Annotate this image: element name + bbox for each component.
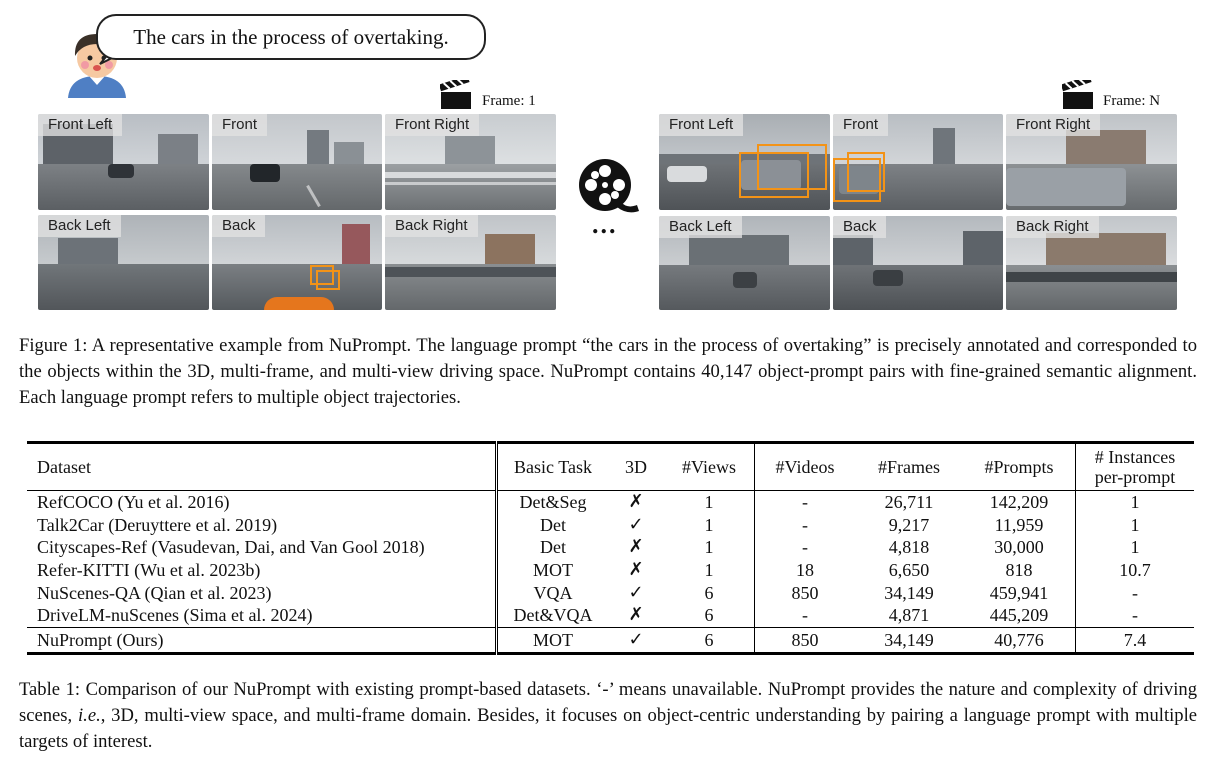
view-label: Front Left: [659, 114, 743, 136]
cell-3d: ✓: [608, 627, 664, 653]
comparison-table: [27, 441, 1194, 655]
view-label: Back: [833, 216, 886, 238]
cell-instances: -: [1132, 582, 1138, 603]
col-header-videos: #Videos: [755, 443, 856, 491]
cell-instances: 1: [1130, 537, 1140, 558]
cell-frames: 9,217: [888, 514, 930, 535]
cell-basic-task: MOT: [497, 627, 609, 653]
cell-views: 6: [664, 627, 755, 653]
cell-dataset: RefCOCO (Yu et al. 2016): [27, 491, 497, 514]
col-header-instances-line2: per-prompt: [1094, 467, 1176, 487]
cell-videos: -: [802, 537, 808, 558]
table-caption-ie: i.e.: [78, 705, 101, 726]
cell-dataset: Refer-KITTI (Wu et al. 2023b): [27, 559, 497, 582]
cell-3d: ✗: [628, 536, 644, 558]
view-label: Front: [833, 114, 888, 136]
cell-views: 6: [664, 604, 755, 627]
table-row: [27, 514, 1194, 537]
cell-frames: 4,871: [888, 605, 930, 626]
col-header-3d: 3D: [608, 443, 664, 491]
cell-prompts: 445,209: [963, 604, 1076, 627]
figure-caption: Figure 1: A representative example from NuPrompt. The language prompt “the cars in the process of overtaking” is precisely annotated and corresponded to the objects within the 3D, multi-frame, and multi-view driving space. NuPrompt contains 40,147 object-prompt pairs with fine-grained semantic alignment. Each language prompt refers to multiple object trajectories.: [19, 335, 1197, 408]
view-label: Back Left: [659, 216, 742, 238]
cell-3d: ✗: [628, 559, 644, 581]
view-label: Back Left: [38, 215, 121, 237]
camera-view-back-left: [659, 216, 830, 310]
view-label: Back Right: [385, 215, 478, 237]
clapperboard-icon: [440, 80, 472, 110]
cell-instances: -: [1132, 605, 1138, 626]
camera-view-back-left: [38, 215, 209, 310]
camera-view-front-left: [659, 114, 830, 210]
camera-view-back: [212, 215, 382, 310]
view-label: Front Right: [1006, 114, 1100, 136]
col-header-instances-line1: # Instances: [1094, 447, 1176, 467]
cell-dataset: DriveLM-nuScenes (Sima et al. 2024): [27, 604, 497, 627]
table-row: [27, 581, 1194, 604]
cell-3d: ✗: [628, 604, 644, 626]
clapperboard-icon: [1062, 80, 1094, 110]
cell-prompts: 40,776: [963, 627, 1076, 653]
cell-prompts: 142,209: [963, 491, 1076, 514]
col-header-frames: #Frames: [855, 443, 963, 491]
cell-basic-task: Det: [540, 537, 566, 558]
cell-dataset: Talk2Car (Deruyttere et al. 2019): [27, 514, 497, 537]
cell-instances: 1: [1130, 492, 1140, 513]
cell-videos: 850: [791, 582, 819, 603]
cell-basic-task: Det&VQA: [513, 605, 593, 626]
col-header-instances: [1076, 443, 1195, 491]
cell-frames: 34,149: [884, 582, 934, 603]
col-header-basic-task: Basic Task: [497, 443, 609, 491]
cell-prompts: 30,000: [963, 536, 1076, 559]
cell-dataset: Cityscapes-Ref (Vasudevan, Dai, and Van Gool 2018): [27, 536, 497, 559]
cell-dataset: NuPrompt (Ours): [27, 627, 497, 653]
table-row: [27, 559, 1194, 582]
cell-views: 1: [664, 491, 755, 514]
table-header-row: [27, 443, 1194, 491]
camera-view-front: [212, 114, 382, 210]
cell-basic-task: Det&Seg: [519, 492, 587, 513]
cell-frames: 6,650: [888, 560, 930, 581]
col-header-dataset: Dataset: [27, 443, 497, 491]
cell-3d: ✓: [628, 581, 644, 603]
table-caption: [19, 677, 1197, 755]
frame-last-label: Frame: N: [1103, 93, 1161, 109]
cell-basic-task: Det: [540, 514, 566, 535]
camera-view-back-right: [385, 215, 556, 310]
cell-dataset: NuScenes-QA (Qian et al. 2023): [27, 581, 497, 604]
view-label: Front Right: [385, 114, 479, 136]
cell-videos: 850: [755, 627, 856, 653]
table-row: [27, 627, 1194, 653]
cell-frames: 4,818: [888, 537, 930, 558]
camera-view-back: [833, 216, 1003, 310]
camera-view-front-left: [38, 114, 209, 210]
view-label: Front Left: [38, 114, 122, 136]
camera-view-front-right: [385, 114, 556, 210]
camera-view-front: [833, 114, 1003, 210]
cell-prompts: 459,941: [963, 581, 1076, 604]
cell-views: 6: [664, 581, 755, 604]
cell-3d: ✗: [628, 491, 644, 513]
frame-first-label: Frame: 1: [482, 93, 536, 109]
table-row: [27, 536, 1194, 559]
cell-prompts: 11,959: [963, 514, 1076, 537]
ellipsis: ...: [592, 210, 618, 239]
cell-basic-task: VQA: [533, 582, 573, 603]
table-row: [27, 604, 1194, 627]
cell-views: 1: [664, 536, 755, 559]
cell-videos: -: [802, 492, 808, 513]
prompt-speech-bubble: The cars in the process of overtaking.: [96, 14, 486, 60]
cell-videos: -: [802, 605, 808, 626]
view-label: Front: [212, 114, 267, 136]
col-header-prompts: #Prompts: [963, 443, 1076, 491]
camera-view-back-right: [1006, 216, 1177, 310]
view-label: Back Right: [1006, 216, 1099, 238]
view-label: Back: [212, 215, 265, 237]
table-caption-part2: , 3D, multi-view space, and multi-frame domain. Besides, it focuses on object-centric understanding by pairing a language prompt with multiple targets of interest.: [19, 705, 1197, 752]
cell-instances: 10.7: [1119, 560, 1151, 581]
cell-videos: 18: [796, 560, 814, 581]
col-header-views: #Views: [664, 443, 755, 491]
cell-basic-task: MOT: [533, 560, 573, 581]
cell-frames: 34,149: [855, 627, 963, 653]
cell-instances: 7.4: [1076, 627, 1195, 653]
table-row: [27, 491, 1194, 514]
cell-views: 1: [664, 514, 755, 537]
cell-views: 1: [664, 559, 755, 582]
cell-prompts: 818: [963, 559, 1076, 582]
cell-3d: ✓: [628, 513, 644, 535]
cell-frames: 26,711: [884, 492, 934, 513]
camera-view-front-right: [1006, 114, 1177, 210]
cell-videos: -: [802, 514, 808, 535]
table-caption-part1: Table 1: Comparison of our NuPrompt with existing prompt-based datasets. ‘-’ means unavailable. NuPrompt provides the nature and complexity of driving scenes,: [19, 679, 1197, 726]
cell-instances: 1: [1130, 514, 1140, 535]
